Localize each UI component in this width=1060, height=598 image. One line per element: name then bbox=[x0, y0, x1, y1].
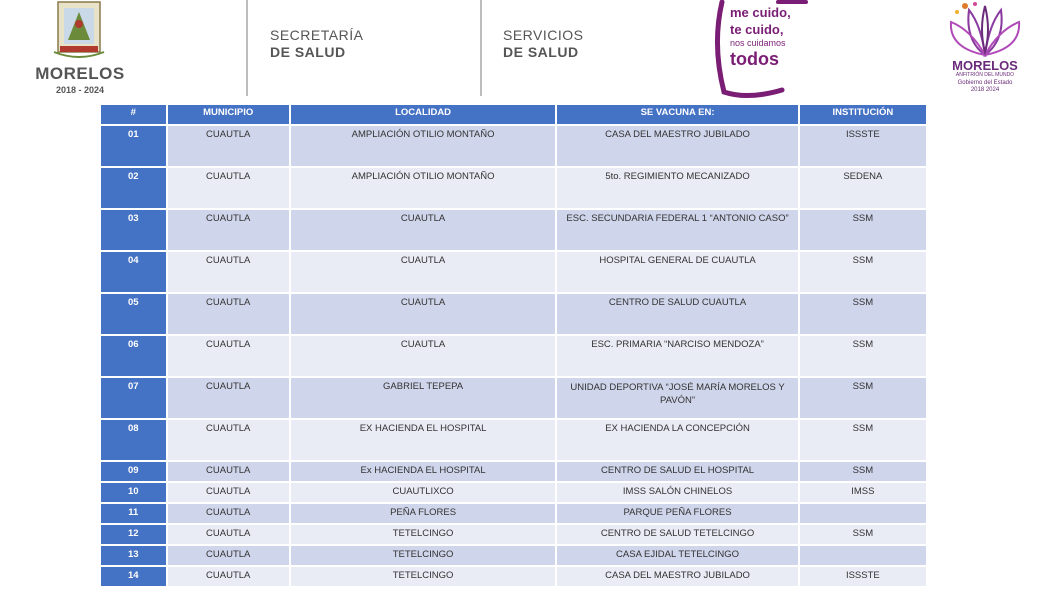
table-row bbox=[101, 168, 926, 208]
page-header bbox=[0, 0, 1060, 103]
cell-se-vacuna-en: CASA EJIDAL TETELCINGO bbox=[557, 546, 797, 565]
cell-institucion: SEDENA bbox=[800, 168, 926, 208]
cell-se-vacuna-en: IMSS SALÓN CHINELOS bbox=[557, 483, 797, 502]
cell-se-vacuna-en: HOSPITAL GENERAL DE CUAUTLA bbox=[557, 252, 797, 292]
cell-localidad: AMPLIACIÓN OTILIO MONTAÑO bbox=[291, 126, 556, 166]
org-name: MORELOS bbox=[35, 64, 125, 83]
row-number: 13 bbox=[101, 546, 166, 565]
row-number: 10 bbox=[101, 483, 166, 502]
campaign-line3: nos cuidamos bbox=[730, 38, 786, 48]
cell-localidad: CUAUTLA bbox=[291, 336, 556, 376]
row-number: 05 bbox=[101, 294, 166, 334]
cell-institucion: SSM bbox=[800, 378, 926, 418]
cell-localidad: CUAUTLA bbox=[291, 294, 556, 334]
table-row bbox=[101, 525, 926, 544]
table-row bbox=[101, 504, 926, 523]
campaign-line2: te cuido, bbox=[730, 22, 784, 37]
header-divider bbox=[246, 0, 248, 96]
campaign-line1: me cuido, bbox=[730, 5, 791, 20]
cell-municipio: CUAUTLA bbox=[168, 378, 289, 418]
row-number: 01 bbox=[101, 126, 166, 166]
cell-institucion: SSM bbox=[800, 462, 926, 481]
cell-se-vacuna-en: CASA DEL MAESTRO JUBILADO bbox=[557, 126, 797, 166]
cell-municipio: CUAUTLA bbox=[168, 168, 289, 208]
campaign-logo bbox=[708, 0, 808, 100]
table-row bbox=[101, 378, 926, 418]
table-row bbox=[101, 546, 926, 565]
header-divider bbox=[480, 0, 482, 96]
vaccination-sites-table bbox=[99, 103, 928, 588]
table-header-row bbox=[101, 105, 926, 124]
secretaria-line2: DE SALUD bbox=[270, 44, 346, 60]
cell-se-vacuna-en: CENTRO DE SALUD EL HOSPITAL bbox=[557, 462, 797, 481]
row-number: 07 bbox=[101, 378, 166, 418]
campaign-line4: todos bbox=[730, 49, 779, 69]
cell-se-vacuna-en: CENTRO DE SALUD CUAUTLA bbox=[557, 294, 797, 334]
cell-institucion: SSM bbox=[800, 525, 926, 544]
cell-localidad: TETELCINGO bbox=[291, 525, 556, 544]
cell-se-vacuna-en: CASA DEL MAESTRO JUBILADO bbox=[557, 567, 797, 586]
cell-se-vacuna-en: UNIDAD DEPORTIVA “JOSÉ MARÍA MORELOS Y PAVÓN” bbox=[557, 378, 797, 418]
cell-municipio: CUAUTLA bbox=[168, 336, 289, 376]
cell-municipio: CUAUTLA bbox=[168, 483, 289, 502]
cell-se-vacuna-en: ESC. PRIMARIA “NARCISO MENDOZA” bbox=[557, 336, 797, 376]
right-logo-sub bbox=[940, 80, 1030, 94]
column-header-se-vacuna-en: SE VACUNA EN: bbox=[557, 105, 797, 124]
right-logo-years: 2018 2024 bbox=[970, 87, 1000, 93]
row-number: 14 bbox=[101, 567, 166, 586]
morelos-government-logo bbox=[940, 0, 1030, 100]
cell-institucion: SSM bbox=[800, 252, 926, 292]
cell-localidad: TETELCINGO bbox=[291, 567, 556, 586]
cell-institucion: SSM bbox=[800, 336, 926, 376]
row-number: 04 bbox=[101, 252, 166, 292]
cell-se-vacuna-en: EX HACIENDA LA CONCEPCIÓN bbox=[557, 420, 797, 460]
table-row bbox=[101, 126, 926, 166]
table-row bbox=[101, 567, 926, 586]
lotus-flower-icon bbox=[945, 0, 1025, 58]
table-row bbox=[101, 336, 926, 376]
servicios-line1: SERVICIOS bbox=[503, 27, 584, 43]
cell-localidad: CUAUTLA bbox=[291, 210, 556, 250]
cell-institucion bbox=[800, 504, 926, 523]
row-number: 09 bbox=[101, 462, 166, 481]
cell-localidad: GABRIEL TEPEPA bbox=[291, 378, 556, 418]
column-header-municipio: MUNICIPIO bbox=[168, 105, 289, 124]
right-logo-name: MORELOS bbox=[952, 58, 1018, 73]
cell-municipio: CUAUTLA bbox=[168, 126, 289, 166]
cell-municipio: CUAUTLA bbox=[168, 504, 289, 523]
cell-institucion: SSM bbox=[800, 210, 926, 250]
row-number: 11 bbox=[101, 504, 166, 523]
column-header-localidad: LOCALIDAD bbox=[291, 105, 556, 124]
cell-localidad: TETELCINGO bbox=[291, 546, 556, 565]
cell-localidad: AMPLIACIÓN OTILIO MONTAÑO bbox=[291, 168, 556, 208]
table-row bbox=[101, 294, 926, 334]
cell-localidad: PEÑA FLORES bbox=[291, 504, 556, 523]
secretaria-line1: SECRETARÍA bbox=[270, 27, 364, 43]
cell-localidad: EX HACIENDA EL HOSPITAL bbox=[291, 420, 556, 460]
cell-institucion bbox=[800, 546, 926, 565]
cell-institucion: IMSS bbox=[800, 483, 926, 502]
cell-localidad: CUAUTLIXCO bbox=[291, 483, 556, 502]
secretaria-de-salud-logo bbox=[270, 27, 363, 61]
cell-se-vacuna-en: CENTRO DE SALUD TETELCINGO bbox=[557, 525, 797, 544]
table-row bbox=[101, 210, 926, 250]
cell-municipio: CUAUTLA bbox=[168, 462, 289, 481]
cell-municipio: CUAUTLA bbox=[168, 567, 289, 586]
table-row bbox=[101, 252, 926, 292]
cell-institucion: SSM bbox=[800, 420, 926, 460]
servicios-de-salud-logo bbox=[503, 27, 584, 61]
cell-se-vacuna-en: PARQUE PEÑA FLORES bbox=[557, 504, 797, 523]
cell-localidad: CUAUTLA bbox=[291, 252, 556, 292]
cell-municipio: CUAUTLA bbox=[168, 294, 289, 334]
right-logo-gov: Gobierno del Estado bbox=[957, 80, 1013, 86]
cell-se-vacuna-en: ESC. SECUNDARIA FEDERAL 1 “ANTONIO CASO” bbox=[557, 210, 797, 250]
cell-localidad: Ex HACIENDA EL HOSPITAL bbox=[291, 462, 556, 481]
cell-se-vacuna-en: 5to. REGIMIENTO MECANIZADO bbox=[557, 168, 797, 208]
row-number: 08 bbox=[101, 420, 166, 460]
cell-institucion: ISSSTE bbox=[800, 567, 926, 586]
cell-municipio: CUAUTLA bbox=[168, 546, 289, 565]
row-number: 12 bbox=[101, 525, 166, 544]
cell-municipio: CUAUTLA bbox=[168, 252, 289, 292]
table-row bbox=[101, 483, 926, 502]
servicios-line2: DE SALUD bbox=[503, 44, 579, 60]
state-crest-icon bbox=[50, 0, 108, 60]
cell-municipio: CUAUTLA bbox=[168, 420, 289, 460]
cell-institucion: ISSSTE bbox=[800, 126, 926, 166]
row-number: 02 bbox=[101, 168, 166, 208]
column-header-number: # bbox=[101, 105, 166, 124]
right-logo-tagline: ANFITRIÓN DEL MUNDO bbox=[955, 72, 1015, 78]
row-number: 06 bbox=[101, 336, 166, 376]
cell-municipio: CUAUTLA bbox=[168, 525, 289, 544]
table-row bbox=[101, 420, 926, 460]
cell-municipio: CUAUTLA bbox=[168, 210, 289, 250]
org-years: 2018 - 2024 bbox=[55, 85, 105, 95]
column-header-institucion: INSTITUCIÓN bbox=[800, 105, 926, 124]
morelos-state-logo bbox=[30, 0, 130, 100]
row-number: 03 bbox=[101, 210, 166, 250]
cell-institucion: SSM bbox=[800, 294, 926, 334]
table-row bbox=[101, 462, 926, 481]
